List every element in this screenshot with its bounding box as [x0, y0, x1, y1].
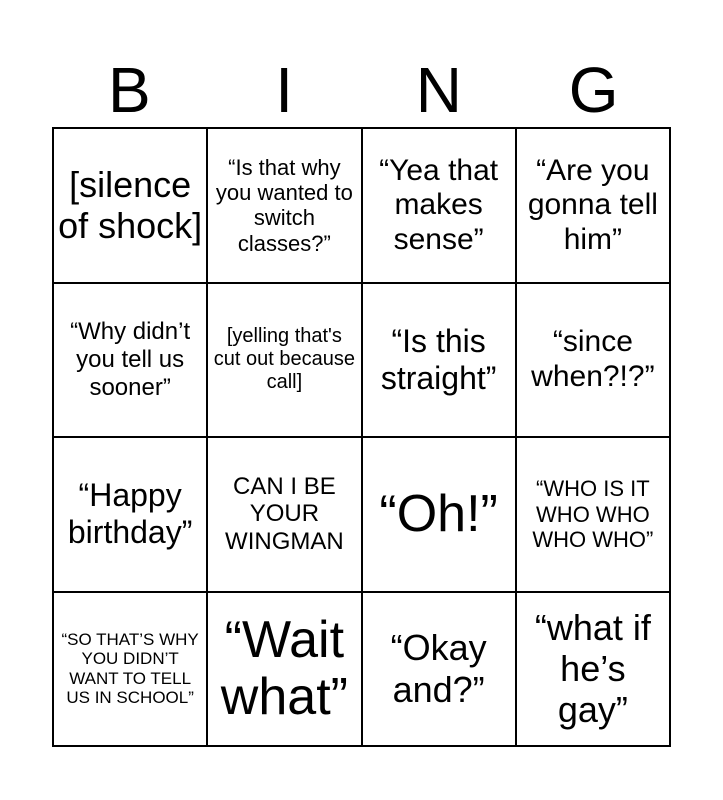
bingo-cell[interactable]: [53, 437, 207, 592]
cell-text: [yelling that's cut out because call]: [213, 325, 355, 394]
cell-text: “Wait what”: [220, 610, 348, 726]
header-letter-b: B: [108, 54, 151, 126]
cell-text: “what if he’s gay”: [534, 606, 651, 731]
cell-text: “Happy birthday”: [67, 477, 193, 551]
bingo-cell[interactable]: [362, 128, 516, 283]
bingo-cell[interactable]: [207, 283, 361, 438]
bingo-cell[interactable]: [516, 283, 670, 438]
header-letter-n: N: [415, 54, 462, 126]
cell-text: “SO THAT’S WHY YOU DIDN’T WANT TO TELL US IN SCHOOL”: [61, 629, 199, 708]
cell-text: [silence of shock]: [58, 163, 203, 247]
cell-text: “Why didn’t you tell us sooner”: [70, 318, 191, 401]
cell-text: “Oh!”: [379, 484, 498, 543]
bingo-cell[interactable]: [516, 592, 670, 747]
bingo-cell[interactable]: [53, 592, 207, 747]
bingo-card: [52, 127, 671, 747]
bingo-cell[interactable]: [362, 592, 516, 747]
bingo-cell[interactable]: [207, 128, 361, 283]
bingo-header: [52, 52, 671, 128]
cell-text: “Yea that makes sense”: [379, 153, 499, 256]
bingo-cell[interactable]: [362, 437, 516, 592]
cell-text: “Is that why you wanted to switch classes?”: [215, 154, 353, 256]
header-letter-g: G: [568, 54, 619, 126]
cell-text: “Okay and?”: [390, 627, 487, 710]
cell-text: “Are you gonna tell him”: [527, 153, 658, 256]
header-letter-i: I: [275, 54, 294, 126]
bingo-cell[interactable]: [53, 128, 207, 283]
bingo-cell[interactable]: [207, 437, 361, 592]
bingo-cell[interactable]: [516, 128, 670, 283]
bingo-cell[interactable]: [207, 592, 361, 747]
bingo-cell[interactable]: [516, 437, 670, 592]
cell-text: CAN I BE YOUR WINGMAN: [225, 472, 344, 556]
cell-text: “Is this straight”: [380, 322, 497, 396]
cell-text: “since when?!?”: [531, 325, 655, 393]
bingo-cell[interactable]: [362, 283, 516, 438]
cell-text: “WHO IS IT WHO WHO WHO WHO”: [532, 476, 654, 552]
bingo-cell[interactable]: [53, 283, 207, 438]
